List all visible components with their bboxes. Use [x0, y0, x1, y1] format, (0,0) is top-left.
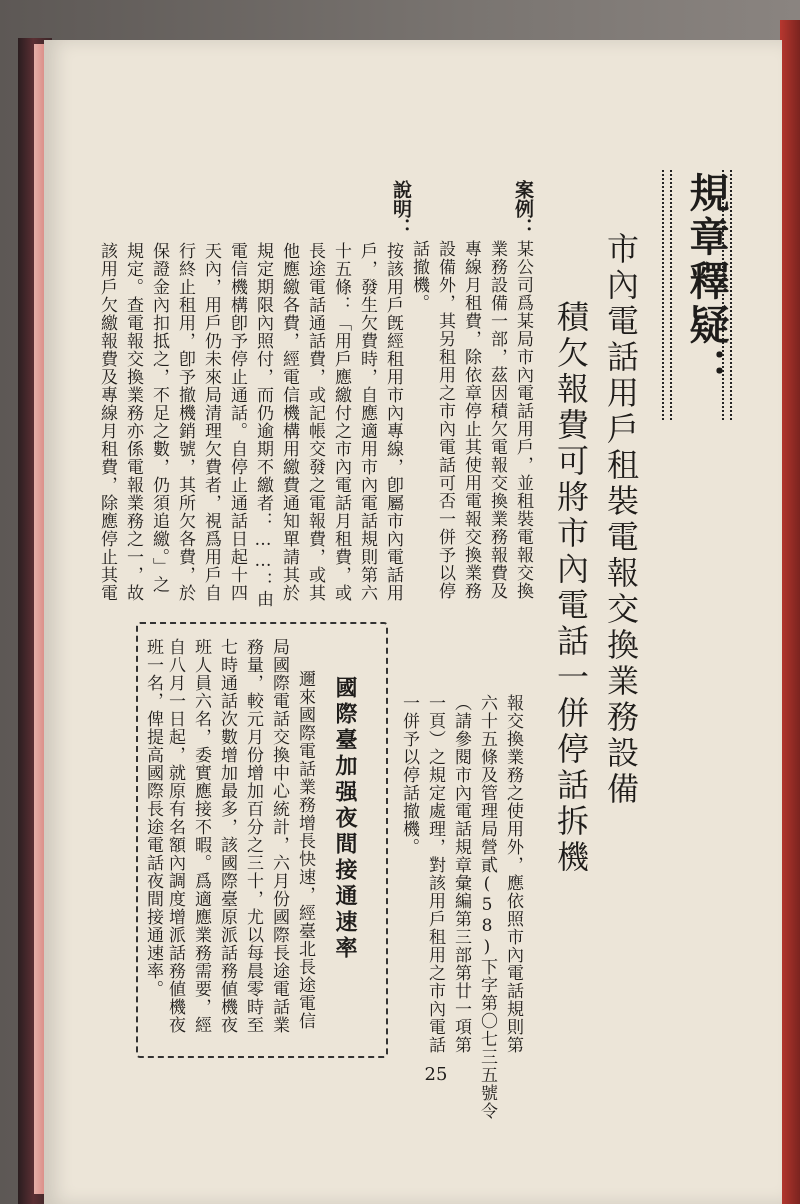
explanation-line-11: 規定。查電報交換業務亦係電報業務之一，故: [123, 242, 143, 602]
explanation-line-12: 該用戶欠繳報費及專線月租費，除應停止其電: [97, 242, 117, 602]
notice-line-5: 班人員六名，委實應接不暇。爲適應業務需要，經: [191, 638, 211, 1034]
notice-line-6: 自八月一日起，就原有名額內調度增派話務値機夜: [165, 638, 185, 1034]
notice-line-7: 班一名，俾提高國際長途電話夜間接通速率。: [143, 638, 163, 998]
subtitle-line-1: 市內電話用戶租裝電報交換業務設備: [602, 232, 640, 808]
case-line-3: 專線月租費，除依章停止其使用電報交換業務: [461, 240, 481, 600]
page-title: 規章釋疑：: [683, 172, 730, 392]
explanation-cont-line-3: （請參閱市內電話規章彙編第三部第廿一項第: [451, 694, 471, 1054]
explanation-cont-line-5: 一併予以停話撤機。: [399, 694, 419, 856]
explanation-line-8: 天內，用戶仍未來局清理欠費者，視爲用戶自: [201, 242, 221, 602]
subtitle-line-2: 積欠報費可將市內電話一併停話拆機: [552, 300, 590, 876]
notice-line-3: 務量，較元月份增加百分之三十，尤以每晨零時至: [243, 638, 263, 1034]
explanation-cont-line-4: 一頁）之規定處理，對該用戶租用之市內電話: [425, 694, 445, 1054]
notice-line-1: 邇來國際電話業務增長快速，經臺北長途電信: [295, 670, 315, 1030]
title-frame: [662, 170, 732, 420]
case-line-1: 某公司爲某局市內電話用戶，並租裝電報交換: [513, 240, 533, 600]
notice-line-2: 局國際電話交換中心統計，六月份國際長途電話業: [269, 638, 289, 1034]
explanation-cont-line-2: 六十五條及管理局營貳(58)下字第〇七三五號令: [477, 694, 497, 1120]
explanation-line-5: 他應繳各費，經電信機構用繳費通知單請其於: [279, 242, 299, 602]
explanation-line-2: 戶，發生欠費時，自應適用市內電話規則第六: [357, 242, 377, 602]
page-number: 25: [424, 1064, 448, 1085]
notice-title: 國際臺加强夜間接通速率: [332, 676, 358, 962]
explanation-line-10: 保證金內扣抵之，不足之數，仍須追繳。」之: [149, 242, 169, 594]
explanation-line-7: 電信機構卽予停止通話。自停止通話日起十四: [227, 242, 247, 602]
explanation-line-6: 規定期限內照付，而仍逾期不繳者：……：由: [253, 242, 273, 608]
explanation-line-1: 按該用戶旣經租用市內專線，卽屬市內電話用: [383, 242, 403, 602]
case-line-5: 話撤機。: [409, 240, 429, 312]
case-line-4: 設備外，其另租用之市內電話可否一併予以停: [435, 240, 455, 600]
explanation-line-9: 行終止租用，卽予撤機銷號，其所欠各費，於: [175, 242, 195, 602]
notice-line-4: 七時通話次數增加最多，該國際臺原派話務値機夜: [217, 638, 237, 1034]
case-line-2: 業務設備一部，茲因積欠電報交換業務報費及: [487, 240, 507, 600]
explanation-label: 說明：: [390, 180, 412, 237]
book-edge-right: [780, 20, 800, 1204]
explanation-line-3: 十五條：「用戶應繳付之市內電話月租費，或: [331, 242, 351, 602]
explanation-cont-line-1: 報交換業務之使用外，應依照市內電話規則第: [503, 694, 523, 1054]
case-label: 案例：: [512, 180, 534, 237]
explanation-line-4: 長途電話通話費，或記帳交發之電報費，或其: [305, 242, 325, 602]
